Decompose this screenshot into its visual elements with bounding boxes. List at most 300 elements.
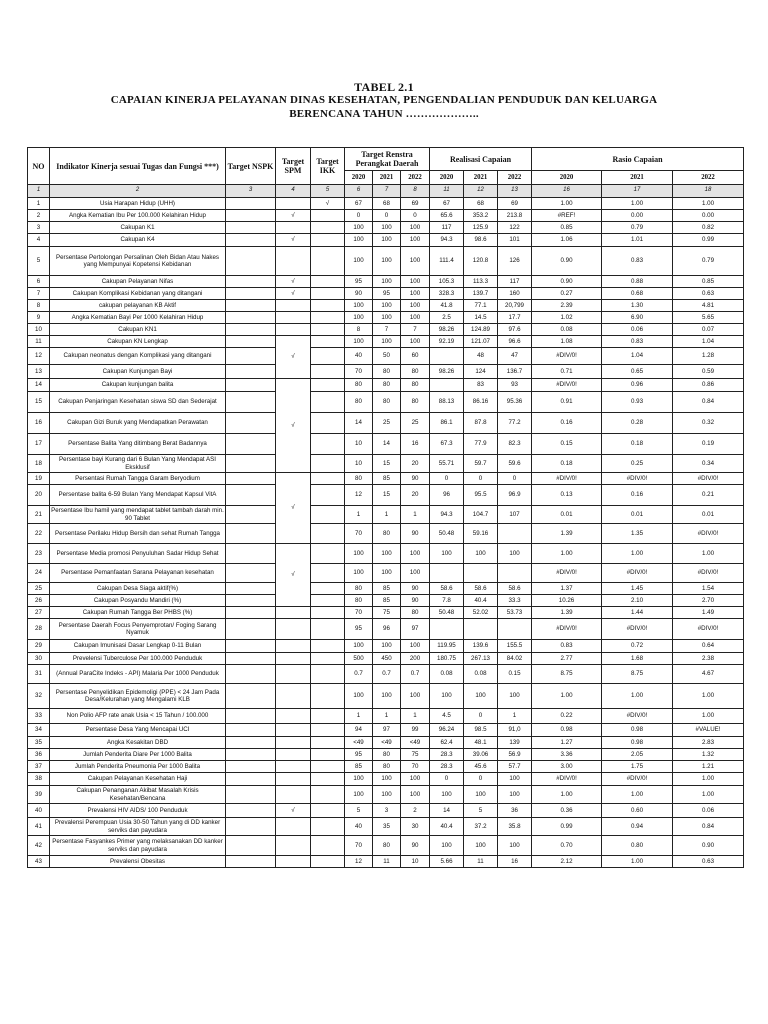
target-nspk — [226, 836, 276, 856]
rasio-value: 1.27 — [532, 737, 602, 749]
rasio-value: 0.18 — [602, 434, 673, 455]
rasio-value: 1.45 — [602, 583, 673, 595]
target-renstra-value: 20 — [401, 485, 430, 506]
realisasi-value: 100 — [430, 836, 464, 856]
target-ikk — [311, 276, 345, 288]
realisasi-value: 98.26 — [430, 324, 464, 336]
realisasi-value: 68 — [464, 198, 498, 210]
target-nspk — [226, 856, 276, 868]
target-renstra-value: 25 — [401, 413, 430, 434]
rasio-value: #DIV/0! — [532, 619, 602, 640]
target-renstra-value: 10 — [401, 856, 430, 868]
rasio-value: 0.63 — [673, 856, 744, 868]
row-number: 33 — [28, 709, 50, 724]
target-renstra-value: 100 — [401, 773, 430, 786]
rasio-value: 1.00 — [673, 709, 744, 724]
target-renstra-value: 75 — [401, 749, 430, 761]
target-ikk: √ — [311, 198, 345, 210]
realisasi-value: 100 — [498, 773, 532, 786]
realisasi-value: 126 — [498, 247, 532, 276]
realisasi-value — [430, 348, 464, 365]
target-ikk — [311, 506, 345, 524]
target-renstra-value: 69 — [401, 198, 430, 210]
row-number: 1 — [28, 198, 50, 210]
table-row — [28, 379, 744, 392]
realisasi-value: 59.6 — [498, 455, 532, 473]
target-spm-tick: √ — [276, 336, 311, 379]
realisasi-value: 20,799 — [498, 300, 532, 312]
target-ikk — [311, 379, 345, 392]
target-renstra-value: 20 — [401, 455, 430, 473]
table-row — [28, 210, 744, 222]
target-nspk — [226, 524, 276, 544]
target-renstra-value: 70 — [401, 761, 430, 773]
realisasi-value: 28.3 — [430, 749, 464, 761]
realisasi-value: 36 — [498, 804, 532, 818]
target-renstra-value: 80 — [401, 379, 430, 392]
indicator-name: Prevalensi HIV AIDS/ 100 Penduduk — [50, 804, 226, 818]
table-row — [28, 324, 744, 336]
row-number: 39 — [28, 786, 50, 804]
rasio-value: 1.00 — [602, 786, 673, 804]
realisasi-value: 14.5 — [464, 312, 498, 324]
target-spm — [276, 222, 311, 234]
rasio-value: 2.38 — [673, 653, 744, 665]
target-renstra-value: 50 — [373, 348, 401, 365]
rasio-value: 1.00 — [673, 684, 744, 709]
target-renstra-value: 1 — [401, 709, 430, 724]
realisasi-value: 94.3 — [430, 234, 464, 247]
realisasi-value: 122 — [498, 222, 532, 234]
realisasi-value: 111.4 — [430, 247, 464, 276]
table-row — [28, 455, 744, 473]
target-spm — [276, 247, 311, 276]
row-number: 10 — [28, 324, 50, 336]
target-renstra-value: 1 — [373, 506, 401, 524]
rasio-value: 0.28 — [602, 413, 673, 434]
rasio-value: 0.16 — [532, 413, 602, 434]
table-row — [28, 348, 744, 365]
target-renstra-value: 100 — [345, 312, 373, 324]
target-renstra-value: <49 — [373, 737, 401, 749]
indicator-name: Jumlah Penderita Diare Per 1000 Balita — [50, 749, 226, 761]
realisasi-value: 53.73 — [498, 607, 532, 619]
target-renstra-value: 5 — [345, 804, 373, 818]
year-header: 2020 — [532, 171, 602, 185]
rasio-value: 0.06 — [602, 324, 673, 336]
target-nspk — [226, 234, 276, 247]
rasio-value: 0.84 — [673, 392, 744, 413]
table-row — [28, 312, 744, 324]
realisasi-value: 95.5 — [464, 485, 498, 506]
rasio-value: 0.36 — [532, 804, 602, 818]
realisasi-value: 28.3 — [430, 761, 464, 773]
realisasi-value: 100 — [498, 836, 532, 856]
header-indikator: Indikator Kinerja sesuai Tugas dan Fungsi ***) — [50, 148, 226, 185]
rasio-value: 0.79 — [602, 222, 673, 234]
rasio-value: 1.04 — [602, 348, 673, 365]
target-renstra-value: 100 — [373, 684, 401, 709]
target-spm: √ — [276, 804, 311, 818]
row-number: 18 — [28, 455, 50, 473]
target-ikk — [311, 595, 345, 607]
rasio-value: #DIV/0! — [673, 564, 744, 583]
target-nspk — [226, 455, 276, 473]
rasio-value: 1.00 — [532, 198, 602, 210]
realisasi-value — [464, 564, 498, 583]
rasio-value: 0.85 — [532, 222, 602, 234]
target-renstra-value: 70 — [345, 365, 373, 379]
target-renstra-value: 100 — [345, 247, 373, 276]
rasio-value: 0.96 — [602, 379, 673, 392]
indicator-name: Cakupan kunjungan balita — [50, 379, 226, 392]
row-number: 36 — [28, 749, 50, 761]
rasio-value: #DIV/0! — [602, 564, 673, 583]
realisasi-value: 100 — [430, 544, 464, 564]
table-row — [28, 749, 744, 761]
target-spm: √ — [276, 276, 311, 288]
rasio-value: 2.70 — [673, 595, 744, 607]
rasio-value: 1.21 — [673, 761, 744, 773]
target-ikk — [311, 804, 345, 818]
table-row — [28, 247, 744, 276]
rasio-value: 0.90 — [532, 247, 602, 276]
row-number: 17 — [28, 434, 50, 455]
realisasi-value: 139.6 — [464, 640, 498, 653]
realisasi-value: 67 — [430, 198, 464, 210]
realisasi-value: 113.3 — [464, 276, 498, 288]
row-number: 38 — [28, 773, 50, 786]
rasio-value: 1.02 — [532, 312, 602, 324]
target-renstra-value: 500 — [345, 653, 373, 665]
target-spm — [276, 737, 311, 749]
rasio-value: 1.00 — [602, 544, 673, 564]
indicator-name: cakupan pelayanan KB Aktif — [50, 300, 226, 312]
target-renstra-value: 100 — [373, 222, 401, 234]
rasio-value: 2.05 — [602, 749, 673, 761]
rasio-value: #REF! — [532, 210, 602, 222]
rasio-value: 1.00 — [602, 684, 673, 709]
indicator-name: Persentase balita 6-59 Bulan Yang Mendapat Kapsul VitA — [50, 485, 226, 506]
indicator-name: Cakupan Pelayanan Kesehatan Haji — [50, 773, 226, 786]
target-ikk — [311, 348, 345, 365]
rasio-value: 1.68 — [602, 653, 673, 665]
target-renstra-value: 95 — [345, 749, 373, 761]
realisasi-value: 0 — [464, 473, 498, 485]
indicator-name: Cakupan KN Lengkap — [50, 336, 226, 348]
column-index: 11 — [430, 185, 464, 198]
column-index: 2 — [50, 185, 226, 198]
target-renstra-value: <49 — [345, 737, 373, 749]
target-renstra-value: 80 — [345, 473, 373, 485]
target-renstra-value: 90 — [401, 473, 430, 485]
table-row — [28, 619, 744, 640]
rasio-value: 0.83 — [532, 640, 602, 653]
row-number: 35 — [28, 737, 50, 749]
target-nspk — [226, 473, 276, 485]
target-renstra-value: 67 — [345, 198, 373, 210]
target-spm — [276, 324, 311, 336]
indicator-name: Persentase Daerah Focus Penyemprotan/ Foging Sarang Nyamuk — [50, 619, 226, 640]
target-renstra-value: 60 — [401, 348, 430, 365]
target-renstra-value: 100 — [401, 312, 430, 324]
realisasi-value: 40.4 — [464, 595, 498, 607]
realisasi-value: 88.13 — [430, 392, 464, 413]
realisasi-value: 47 — [498, 348, 532, 365]
rasio-value: 0.16 — [602, 485, 673, 506]
rasio-value: 0.84 — [673, 818, 744, 836]
target-ikk — [311, 524, 345, 544]
table-row — [28, 724, 744, 737]
target-renstra-value: 0 — [373, 210, 401, 222]
realisasi-value — [498, 619, 532, 640]
target-renstra-value: 25 — [373, 413, 401, 434]
row-number: 8 — [28, 300, 50, 312]
target-renstra-value: 100 — [401, 786, 430, 804]
target-nspk — [226, 300, 276, 312]
rasio-value: 2.10 — [602, 595, 673, 607]
target-ikk — [311, 210, 345, 222]
table-caption-number: TABEL 2.1 — [354, 80, 414, 94]
rasio-value: 6.90 — [602, 312, 673, 324]
indicator-name: Persentase Fasyankes Primer yang melaksanakan DD kanker serviks dan payudara — [50, 836, 226, 856]
row-number: 34 — [28, 724, 50, 737]
header-no: NO — [28, 148, 50, 185]
rasio-value: 0.01 — [532, 506, 602, 524]
rasio-value: 0.34 — [673, 455, 744, 473]
table-row — [28, 595, 744, 607]
target-renstra-value: 80 — [401, 392, 430, 413]
indicator-name: Prevalensi Perempuan Usia 30-50 Tahun yang di DD kanker serviks dan payudara — [50, 818, 226, 836]
target-renstra-value: 90 — [401, 595, 430, 607]
target-renstra-value: 80 — [373, 836, 401, 856]
target-spm: √ — [276, 288, 311, 300]
realisasi-value — [430, 564, 464, 583]
rasio-value: 0.08 — [532, 324, 602, 336]
target-spm-tick: √ — [276, 473, 311, 544]
target-nspk — [226, 198, 276, 210]
row-number: 20 — [28, 485, 50, 506]
realisasi-value: 96.24 — [430, 724, 464, 737]
target-ikk — [311, 786, 345, 804]
indicator-name: Persentase Desa Yang Mencapai UCI — [50, 724, 226, 737]
rasio-value: 0.80 — [602, 836, 673, 856]
target-nspk — [226, 544, 276, 564]
realisasi-value: 58.6 — [498, 583, 532, 595]
rasio-value: 0.88 — [602, 276, 673, 288]
row-number: 9 — [28, 312, 50, 324]
target-ikk — [311, 724, 345, 737]
realisasi-value: 67.3 — [430, 434, 464, 455]
target-renstra-value: 0.7 — [373, 665, 401, 684]
target-renstra-value: 15 — [373, 485, 401, 506]
row-number: 42 — [28, 836, 50, 856]
indicator-name: Prevelensi Tuberculose Per 100.000 Penduduk — [50, 653, 226, 665]
target-renstra-value: 12 — [345, 856, 373, 868]
target-ikk — [311, 288, 345, 300]
target-nspk — [226, 737, 276, 749]
realisasi-value: 96.6 — [498, 336, 532, 348]
table-caption-year: BERENCANA TAHUN ……………….. — [289, 108, 479, 120]
rasio-value: 1.32 — [673, 749, 744, 761]
indicator-name: Usia Harapan Hidup (UHH) — [50, 198, 226, 210]
indicator-name: Cakupan Rumah Tangga Ber PHBS (%) — [50, 607, 226, 619]
realisasi-value: 119.95 — [430, 640, 464, 653]
indicator-name: Persentase Media promosi Penyuluhan Sadar Hidup Sehat — [50, 544, 226, 564]
rasio-value: 0.07 — [673, 324, 744, 336]
column-index: 4 — [276, 185, 311, 198]
target-renstra-value: 90 — [345, 288, 373, 300]
target-renstra-value: 1 — [345, 506, 373, 524]
table-row — [28, 473, 744, 485]
target-nspk — [226, 324, 276, 336]
target-spm — [276, 300, 311, 312]
rasio-value: 0.70 — [532, 836, 602, 856]
rasio-value: 0.19 — [673, 434, 744, 455]
row-number: 23 — [28, 544, 50, 564]
year-header: 2022 — [673, 171, 744, 185]
target-spm — [276, 665, 311, 684]
realisasi-value: 100 — [464, 684, 498, 709]
row-number: 19 — [28, 473, 50, 485]
row-number: 15 — [28, 392, 50, 413]
indicator-name: Cakupan KN1 — [50, 324, 226, 336]
row-number: 30 — [28, 653, 50, 665]
target-renstra-value: 100 — [345, 640, 373, 653]
target-renstra-value: 94 — [345, 724, 373, 737]
rasio-value: #DIV/0! — [602, 473, 673, 485]
target-ikk — [311, 455, 345, 473]
target-renstra-value: 80 — [345, 583, 373, 595]
realisasi-value: 100 — [464, 836, 498, 856]
target-renstra-value: 2 — [401, 804, 430, 818]
target-nspk — [226, 210, 276, 222]
indicator-name: Persentase Balita Yang ditimbang Berat Badannya — [50, 434, 226, 455]
column-index: 8 — [401, 185, 430, 198]
row-number: 4 — [28, 234, 50, 247]
realisasi-value: 57.7 — [498, 761, 532, 773]
row-number: 16 — [28, 413, 50, 434]
realisasi-value — [464, 619, 498, 640]
target-nspk — [226, 336, 276, 348]
row-number: 13 — [28, 365, 50, 379]
rasio-value: 4.67 — [673, 665, 744, 684]
indicator-name: Cakupan K1 — [50, 222, 226, 234]
target-ikk — [311, 544, 345, 564]
target-renstra-value: 450 — [373, 653, 401, 665]
target-renstra-value: 100 — [345, 564, 373, 583]
target-spm-tick: √ — [276, 379, 311, 473]
target-renstra-value: 85 — [373, 473, 401, 485]
realisasi-value: 41.8 — [430, 300, 464, 312]
target-ikk — [311, 737, 345, 749]
target-ikk — [311, 300, 345, 312]
table-row — [28, 665, 744, 684]
rasio-value: 0.01 — [602, 506, 673, 524]
realisasi-value: 0 — [464, 773, 498, 786]
target-ikk — [311, 684, 345, 709]
rasio-value: 0.79 — [673, 247, 744, 276]
target-nspk — [226, 749, 276, 761]
rasio-value: 8.75 — [532, 665, 602, 684]
rasio-value: 10.26 — [532, 595, 602, 607]
rasio-value: #VALUE! — [673, 724, 744, 737]
table-row — [28, 653, 744, 665]
target-renstra-value: 70 — [345, 524, 373, 544]
realisasi-value: 353.2 — [464, 210, 498, 222]
realisasi-value: 0 — [430, 473, 464, 485]
target-spm-tick: √ — [276, 544, 311, 607]
realisasi-value — [430, 619, 464, 640]
rasio-value: 0.18 — [532, 455, 602, 473]
target-spm — [276, 607, 311, 619]
target-renstra-value: 100 — [401, 276, 430, 288]
rasio-value: 2.39 — [532, 300, 602, 312]
rasio-value: 0.90 — [532, 276, 602, 288]
year-header: 2020 — [345, 171, 373, 185]
rasio-value: 1.00 — [673, 544, 744, 564]
target-renstra-value: 70 — [345, 607, 373, 619]
rasio-value: 1.00 — [602, 198, 673, 210]
rasio-value: 8.75 — [602, 665, 673, 684]
column-index: 16 — [532, 185, 602, 198]
rasio-value: 0.98 — [602, 724, 673, 737]
target-renstra-value: 0.7 — [401, 665, 430, 684]
target-nspk — [226, 413, 276, 434]
rasio-value: 1.00 — [673, 786, 744, 804]
indicator-name: Cakupan neonatus dengan Komplikasi yang ditangani — [50, 348, 226, 365]
rasio-value: #DIV/0! — [602, 773, 673, 786]
realisasi-value: 4.5 — [430, 709, 464, 724]
indicator-name: Cakupan Desa Siaga aktif(%) — [50, 583, 226, 595]
target-nspk — [226, 804, 276, 818]
target-renstra-value: 96 — [373, 619, 401, 640]
indicator-name: Cakupan Penanganan Akibat Masalah Krisis Kesehatan/Bencana — [50, 786, 226, 804]
indicator-name: Persentase Pemanfaatan Sarana Pelayanan kesehatan — [50, 564, 226, 583]
indicator-name: Cakupan Posyandu Mandiri (%) — [50, 595, 226, 607]
year-header: 2021 — [373, 171, 401, 185]
target-ikk — [311, 413, 345, 434]
rasio-value: 0.21 — [673, 485, 744, 506]
target-ikk — [311, 749, 345, 761]
realisasi-value: 48 — [464, 348, 498, 365]
rasio-value: 0.00 — [602, 210, 673, 222]
target-renstra-value: 1 — [373, 709, 401, 724]
rasio-value: 1.44 — [602, 607, 673, 619]
target-spm — [276, 761, 311, 773]
target-nspk — [226, 709, 276, 724]
indicator-name: Persentase Perilaku Hidup Bersih dan sehat Rumah Tangga — [50, 524, 226, 544]
rasio-value: 1.49 — [673, 607, 744, 619]
realisasi-value: 77.9 — [464, 434, 498, 455]
target-renstra-value: 100 — [401, 234, 430, 247]
target-renstra-value: 100 — [345, 234, 373, 247]
target-renstra-value: 80 — [345, 392, 373, 413]
table-row — [28, 607, 744, 619]
target-nspk — [226, 640, 276, 653]
column-index: 3 — [226, 185, 276, 198]
target-nspk — [226, 818, 276, 836]
target-spm — [276, 818, 311, 836]
target-renstra-value: 100 — [401, 300, 430, 312]
rasio-value: 1.00 — [602, 856, 673, 868]
realisasi-value: 82.3 — [498, 434, 532, 455]
row-number: 6 — [28, 276, 50, 288]
realisasi-value — [430, 379, 464, 392]
rasio-value: 2.12 — [532, 856, 602, 868]
rasio-value: #DIV/0! — [532, 379, 602, 392]
target-nspk — [226, 684, 276, 709]
